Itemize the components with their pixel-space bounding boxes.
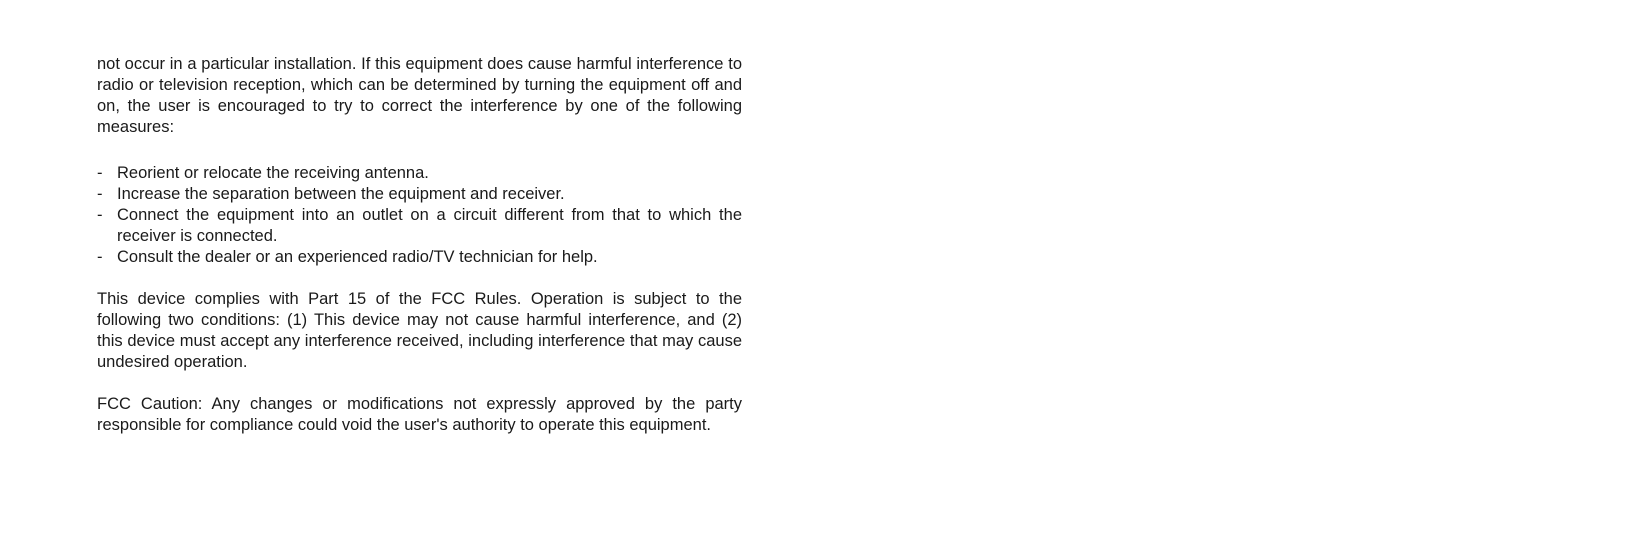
- intro-paragraph: not occur in a particular installation. If this equipment does cause harmful interference to radio or television reception, which can be determined by turning the equipment off and on, the user is encouraged to try to correct the interference by one of the following measures:: [97, 55, 742, 136]
- bullet-dash: -: [97, 206, 103, 224]
- measure-text: Consult the dealer or an experienced radio/TV technician for help.: [117, 248, 598, 266]
- interference-measures-list: [97, 163, 742, 268]
- compliance-paragraph: This device complies with Part 15 of the FCC Rules. Operation is subject to the following two conditions: (1) This device may not cause harmful interference, and (2) this device must accept any interference received, including interference that may cause undesired operation.: [97, 290, 742, 371]
- bullet-dash: -: [97, 248, 103, 266]
- measure-text: Connect the equipment into an outlet on a circuit different from that to which the receiver is connected.: [117, 206, 742, 245]
- measure-text: Reorient or relocate the receiving antenna.: [117, 164, 429, 182]
- list-item: [97, 184, 742, 205]
- measure-text: Increase the separation between the equipment and receiver.: [117, 185, 565, 203]
- bullet-dash: -: [97, 185, 103, 203]
- fcc-statement-page: [97, 54, 742, 436]
- fcc-caution-paragraph: FCC Caution: Any changes or modifications not expressly approved by the party responsible for compliance could void the user's authority to operate this equipment.: [97, 395, 742, 434]
- list-item: [97, 247, 742, 268]
- bullet-dash: -: [97, 164, 103, 182]
- list-item: [97, 205, 742, 247]
- list-item: [97, 163, 742, 184]
